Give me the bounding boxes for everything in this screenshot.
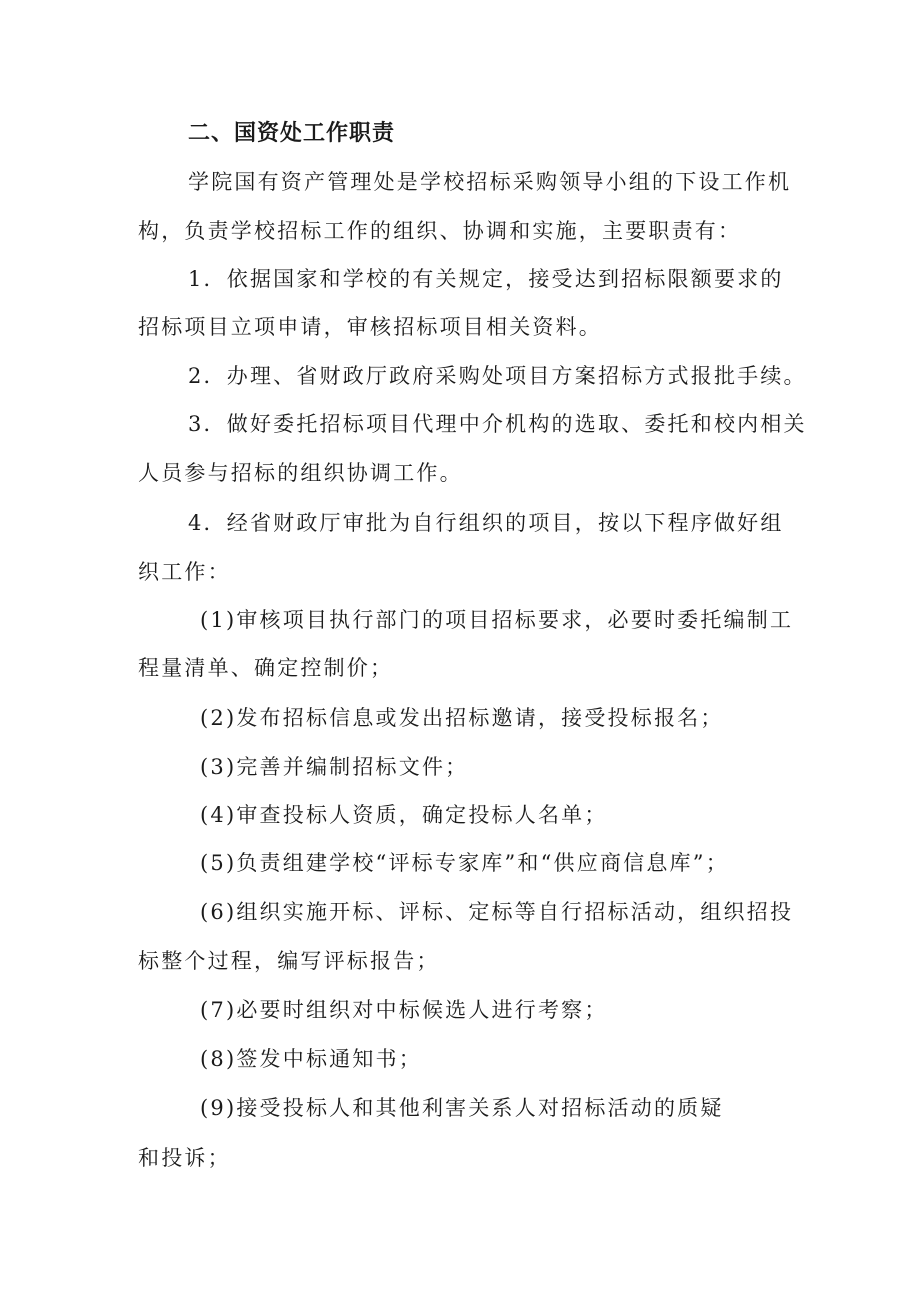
sub-item-5: (5)负责组建学校“评标专家库”和“供应商信息库”；	[200, 851, 729, 875]
sub-item-8: (8)签发中标通知书；	[200, 1047, 422, 1071]
sub-item-3: (3)完善并编制招标文件；	[200, 755, 469, 779]
item-3-line-1: 3．做好委托招标项目代理中介机构的选取、委托和校内相关	[188, 412, 807, 436]
intro-paragraph-line-1: 学院国有资产管理处是学校招标采购领导小组的下设工作机	[188, 170, 792, 194]
sub-item-1-line-2: 程量清单、确定控制价；	[138, 656, 394, 680]
item-4-line-1: 4．经省财政厅审批为自行组织的项目，按以下程序做好组	[188, 511, 784, 535]
sub-item-7: (7)必要时组织对中标候选人进行考察；	[200, 998, 608, 1022]
intro-paragraph-line-2: 构，负责学校招标工作的组织、协调和实施，主要职责有：	[138, 219, 742, 243]
section-heading: 二、国资处工作职责	[188, 121, 396, 146]
sub-item-6-line-2: 标整个过程，编写评标报告；	[138, 949, 440, 973]
sub-item-2: (2)发布招标信息或发出招标邀请，接受投标报名；	[200, 706, 724, 730]
sub-item-1-line-1: (1)审核项目执行部门的项目招标要求，必要时委托编制工	[200, 608, 794, 632]
item-1-line-1: 1．依据国家和学校的有关规定，接受达到招标限额要求的	[188, 267, 784, 291]
sub-item-4: (4)审查投标人资质，确定投标人名单；	[200, 803, 608, 827]
item-4-line-2: 织工作：	[138, 560, 231, 584]
item-2-line-1: 2．办理、省财政厅政府采购处项目方案招标方式报批手续。	[188, 364, 807, 388]
sub-item-6-line-1: (6)组织实施开标、评标、定标等自行招标活动，组织招投	[200, 900, 794, 924]
sub-item-9-line-2: 和投诉；	[138, 1146, 231, 1170]
item-1-line-2: 招标项目立项申请，审核招标项目相关资料。	[138, 315, 602, 339]
sub-item-9-line-1: (9)接受投标人和其他利害关系人对招标活动的质疑	[200, 1096, 724, 1120]
item-3-line-2: 人员参与招标的组织协调工作。	[138, 461, 463, 485]
